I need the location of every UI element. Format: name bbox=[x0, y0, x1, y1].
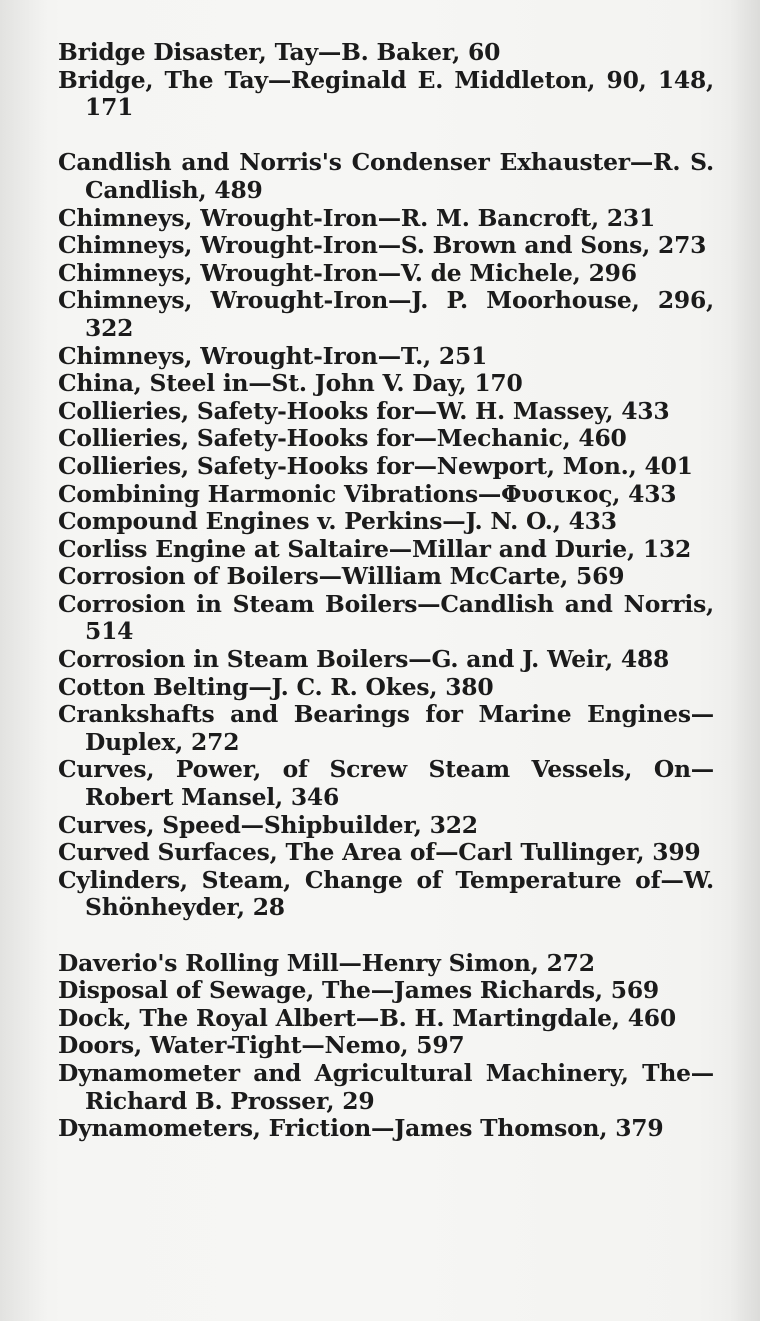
index-section-d bbox=[58, 950, 714, 1143]
page-edge-shadow bbox=[730, 0, 760, 1321]
index-entry: Corrosion in Steam Boilers—G. and J. Weir, 488 bbox=[58, 645, 670, 674]
index-entry: Chimneys, Wrought-Iron—R. M. Bancroft, 231 bbox=[58, 203, 656, 232]
index-entry: Cylinders, Steam, Change of Temperature of—W. Shönheyder, 28 bbox=[58, 865, 714, 922]
index-column bbox=[58, 39, 714, 1143]
index-entry: Curves, Speed—Shipbuilder, 322 bbox=[58, 810, 478, 839]
index-entry: Bridge Disaster, Tay—B. Baker, 60 bbox=[58, 38, 501, 66]
page-gutter-shadow bbox=[0, 0, 46, 1321]
index-entry: Chimneys, Wrought-Iron—J. P. Moorhouse, 296, 322 bbox=[58, 286, 714, 342]
index-entry: Dock, The Royal Albert—B. H. Martingdale, 460 bbox=[58, 1003, 676, 1032]
index-section-c bbox=[58, 149, 714, 922]
index-entry: Collieries, Safety-Hooks for—W. H. Massey, 433 bbox=[58, 396, 670, 425]
index-entry: Dynamometers, Friction—James Thomson, 379 bbox=[58, 1114, 664, 1143]
index-entry: Doors, Water-Tight—Nemo, 597 bbox=[58, 1031, 465, 1060]
index-section-b bbox=[58, 39, 714, 122]
index-entry: Compound Engines v. Perkins—J. N. O., 433 bbox=[58, 507, 617, 536]
index-entry: Cotton Belting—J. C. R. Okes, 380 bbox=[58, 672, 494, 701]
index-entry: Corrosion of Boilers—William McCarte, 569 bbox=[58, 562, 625, 591]
index-entry: Dynamometer and Agricultural Machinery, The—Richard B. Prosser, 29 bbox=[58, 1058, 714, 1115]
index-entry: Chimneys, Wrought-Iron—V. de Michele, 296 bbox=[58, 258, 637, 287]
index-entry: Curved Surfaces, The Area of—Carl Tullinger, 399 bbox=[58, 838, 701, 867]
index-entry: Collieries, Safety-Hooks for—Mechanic, 460 bbox=[58, 424, 627, 453]
index-entry: Combining Harmonic Vibrations—Φυσικος, 433 bbox=[58, 479, 677, 508]
index-entry: Curves, Power, of Screw Steam Vessels, On—Robert Mansel, 346 bbox=[58, 755, 714, 812]
index-entry: Corliss Engine at Saltaire—Millar and Durie, 132 bbox=[58, 534, 692, 563]
index-entry: Chimneys, Wrought-Iron—S. Brown and Sons, 273 bbox=[58, 231, 707, 260]
index-entry: Bridge, The Tay—Reginald E. Middleton, 90, 148, 171 bbox=[58, 65, 714, 122]
index-entry: Candlish and Norris's Condenser Exhauster—R. S. Candlish, 489 bbox=[58, 148, 714, 204]
index-entry: Chimneys, Wrought-Iron—T., 251 bbox=[58, 341, 488, 370]
index-entry: Daverio's Rolling Mill—Henry Simon, 272 bbox=[58, 948, 595, 977]
index-entry: Disposal of Sewage, The—James Richards, 569 bbox=[58, 976, 659, 1005]
index-entry: Collieries, Safety-Hooks for—Newport, Mon., 401 bbox=[58, 451, 693, 480]
index-entry: China, Steel in—St. John V. Day, 170 bbox=[58, 369, 523, 398]
index-entry: Corrosion in Steam Boilers—Candlish and Norris, 514 bbox=[58, 589, 714, 646]
index-entry: Crankshafts and Bearings for Marine Engines—Duplex, 272 bbox=[58, 700, 714, 756]
